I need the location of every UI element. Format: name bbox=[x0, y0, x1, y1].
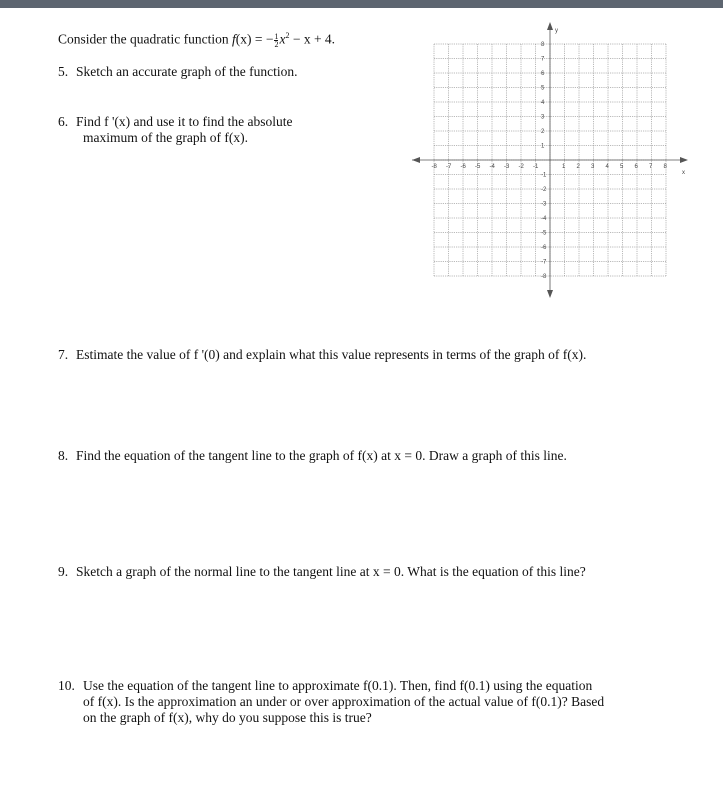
y-tick-label: 8 bbox=[541, 42, 545, 48]
y-tick-label: -3 bbox=[541, 201, 547, 208]
intro-arg: (x) bbox=[235, 31, 252, 47]
q5-text: Sketch an accurate graph of the function. bbox=[76, 64, 298, 79]
q9-number: 9. bbox=[58, 564, 69, 579]
frac-num: 1 bbox=[274, 31, 279, 41]
x-tick-label: -8 bbox=[431, 164, 437, 170]
q6-line2: maximum of the graph of f(x). bbox=[83, 130, 248, 145]
q9-text: Sketch a graph of the normal line to the tangent line at x = 0. What is the equation of this line? bbox=[76, 564, 586, 579]
y-tick-label: 4 bbox=[541, 100, 545, 106]
x-tick-label: -7 bbox=[446, 164, 452, 170]
x-tick-label: 6 bbox=[634, 164, 638, 170]
question-8 bbox=[58, 448, 567, 464]
intro-before: Consider the quadratic function bbox=[58, 31, 232, 47]
x-axis-label: x bbox=[682, 170, 685, 176]
y-tick-label: -4 bbox=[541, 216, 547, 222]
q10-line1: Use the equation of the tangent line to approximate f(0.1). Then, find f(0.1) using the equation bbox=[83, 678, 593, 693]
x-tick-label: 7 bbox=[649, 164, 653, 170]
intro-fraction bbox=[274, 33, 278, 48]
y-tick-label: 5 bbox=[541, 85, 545, 92]
q7-text: Estimate the value of f '(0) and explain what this value represents in terms of the graph of f(x). bbox=[76, 347, 587, 362]
y-tick-label: -8 bbox=[541, 274, 547, 280]
intro-eq: = − bbox=[251, 31, 274, 47]
question-6 bbox=[58, 114, 293, 146]
y-tick-label: -5 bbox=[541, 230, 547, 237]
y-tick-label: 7 bbox=[541, 56, 545, 63]
y-tick-label: -6 bbox=[541, 245, 547, 251]
y-tick-label: -2 bbox=[541, 187, 547, 193]
question-7 bbox=[58, 347, 586, 363]
q6-line1: Find f '(x) and use it to find the absolute bbox=[76, 114, 293, 129]
y-axis-arrow-up bbox=[547, 22, 553, 30]
question-10 bbox=[58, 678, 604, 726]
y-tick-label: 6 bbox=[541, 71, 545, 77]
tick-labels bbox=[432, 42, 668, 280]
y-tick-label: 1 bbox=[541, 143, 545, 150]
x-tick-label: -6 bbox=[460, 164, 466, 170]
x-tick-label: -2 bbox=[518, 164, 524, 170]
y-tick-label: 3 bbox=[541, 114, 545, 121]
x-tick-label: -1 bbox=[533, 164, 539, 170]
q10-number: 10. bbox=[58, 678, 75, 693]
q7-number: 7. bbox=[58, 347, 69, 362]
x-tick-label: 2 bbox=[576, 164, 580, 170]
y-tick-label: -7 bbox=[541, 259, 547, 266]
x-axis-arrow-right bbox=[680, 157, 688, 163]
y-tick-label: -1 bbox=[541, 172, 547, 179]
q8-text: Find the equation of the tangent line to the graph of f(x) at x = 0. Draw a graph of this line. bbox=[76, 448, 567, 463]
q5-number: 5. bbox=[58, 64, 69, 79]
y-axis-label: y bbox=[555, 28, 558, 34]
top-bar bbox=[0, 0, 723, 8]
intro-line bbox=[58, 28, 335, 48]
x-tick-label: -4 bbox=[489, 164, 495, 170]
intro-fn: f bbox=[231, 31, 236, 47]
x-tick-label: 4 bbox=[605, 164, 609, 170]
x-tick-label: 3 bbox=[591, 164, 595, 170]
x-tick-label: 8 bbox=[663, 164, 667, 170]
x-axis-arrow-left bbox=[412, 157, 420, 163]
x-tick-label: 5 bbox=[620, 164, 624, 170]
x-tick-label: -3 bbox=[504, 164, 510, 170]
coordinate-grid bbox=[412, 22, 688, 298]
y-axis-arrow-down bbox=[547, 290, 553, 298]
q8-number: 8. bbox=[58, 448, 69, 463]
question-9 bbox=[58, 564, 586, 580]
question-5 bbox=[58, 64, 298, 80]
y-tick-label: 2 bbox=[541, 129, 545, 135]
q10-line3: on the graph of f(x), why do you suppose this is true? bbox=[83, 710, 372, 725]
q10-line2: of f(x). Is the approximation an under or over approximation of the actual value of f(0.1)? Based bbox=[83, 694, 605, 709]
x-tick-label: -5 bbox=[475, 164, 481, 170]
intro-sq: 2 bbox=[285, 31, 290, 40]
intro-rest: − x + 4. bbox=[289, 31, 336, 47]
frac-den: 2 bbox=[274, 39, 279, 49]
x-tick-label: 1 bbox=[562, 164, 566, 170]
q6-number: 6. bbox=[58, 114, 69, 129]
intro-x: x bbox=[279, 31, 286, 47]
